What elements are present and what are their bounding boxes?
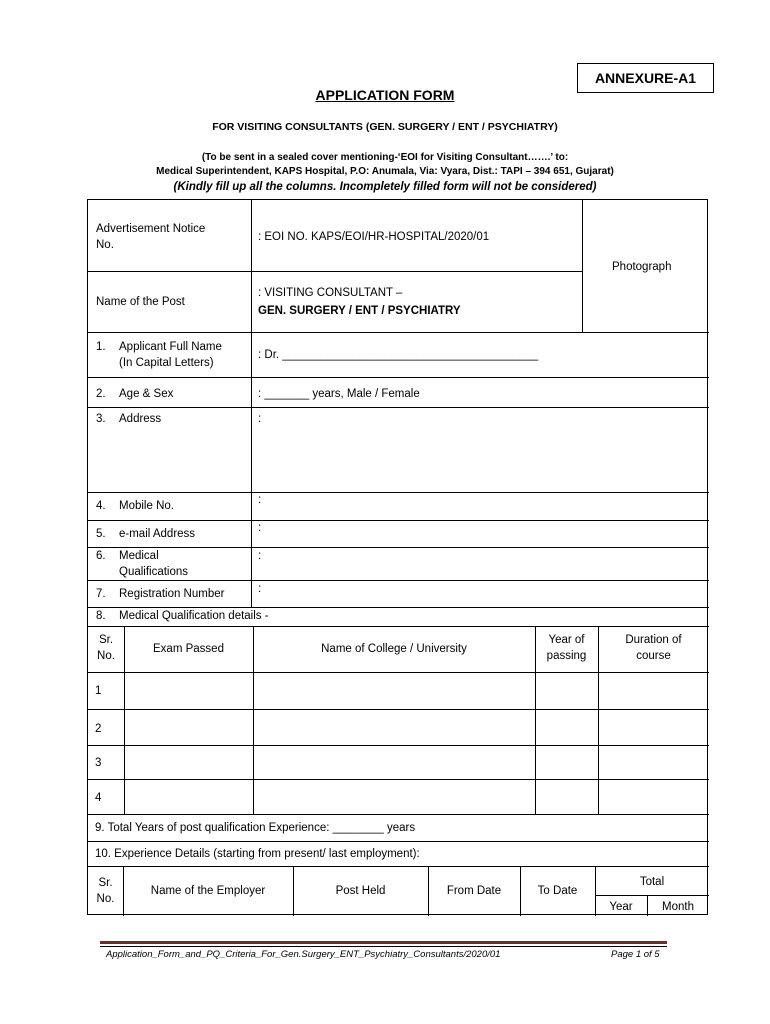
row-divider: [88, 492, 709, 493]
exp-header-sr-2: No.: [96, 893, 115, 905]
medqual-field[interactable]: :: [258, 550, 262, 562]
qual-row-number: 3: [95, 757, 102, 769]
qual-row-number: 2: [95, 723, 102, 735]
qual-header-sr-1: Sr.: [98, 634, 114, 646]
total-subdivider: [595, 895, 709, 896]
row-divider: [88, 672, 709, 673]
row-divider: [88, 745, 709, 746]
row-divider: [88, 332, 709, 333]
qual-header-duration-1: Duration of: [625, 634, 682, 646]
qual-row-number: 1: [95, 685, 102, 697]
row-divider: [88, 626, 709, 627]
reg-label: Registration Number: [119, 588, 225, 600]
exp-header-year: Year: [609, 901, 633, 913]
row-divider: [88, 709, 709, 710]
details-label: Medical Qualification details -: [119, 610, 269, 622]
row-divider: [88, 814, 709, 815]
row-divider: [88, 271, 582, 272]
post-value-1: : VISITING CONSULTANT –: [258, 287, 403, 299]
email-num: 5.: [96, 528, 106, 540]
medqual-label-2: Qualifications: [119, 566, 189, 578]
footer-rule-thin: [100, 946, 667, 947]
medqual-label-1: Medical: [119, 550, 159, 562]
exp-header-to: To Date: [537, 885, 578, 897]
col-divider: [251, 200, 252, 607]
name-label-1: Applicant Full Name: [119, 341, 222, 353]
details-num: 8.: [96, 610, 106, 622]
row-divider: [88, 377, 709, 378]
form-title-text: APPLICATION FORM: [315, 87, 455, 103]
row-divider: [88, 779, 709, 780]
age-sex-field[interactable]: : _______ years, Male / Female: [258, 388, 420, 400]
applicant-name-field[interactable]: : Dr. ________________________________________: [258, 349, 539, 361]
footer-document-name: Application_Form_and_PQ_Criteria_For_Gen.Surgery_ENT_Psychiatry_Consultants/2020/01: [106, 949, 501, 960]
address-num: 3.: [96, 413, 106, 425]
mobile-label: Mobile No.: [119, 500, 174, 512]
exp-header-total: Total: [639, 876, 665, 888]
address-field[interactable]: :: [258, 413, 262, 425]
qual-header-year-1: Year of: [548, 634, 585, 646]
footer-page-number: Page 1 of 5: [611, 949, 660, 960]
photo-divider: [582, 200, 583, 332]
exp-header-month: Month: [662, 901, 694, 913]
mobile-field[interactable]: :: [258, 494, 262, 506]
address-label: Address: [119, 413, 162, 425]
name-label-2: (In Capital Letters): [119, 357, 214, 369]
row-divider: [88, 841, 709, 842]
registration-field[interactable]: :: [258, 583, 262, 595]
medqual-num: 6.: [96, 550, 106, 562]
footer-rule-thick: [100, 941, 667, 944]
reg-num: 7.: [96, 588, 106, 600]
advert-value: : EOI NO. KAPS/EOI/HR-HOSPITAL/2020/01: [258, 231, 490, 243]
exp-header-employer: Name of the Employer: [150, 885, 266, 897]
annexure-label: ANNEXURE-A1: [577, 63, 714, 93]
qual-header-exam: Exam Passed: [153, 643, 224, 655]
qual-row-number: 4: [95, 792, 102, 804]
exp-header-from: From Date: [446, 885, 502, 897]
photograph-box[interactable]: Photograph: [612, 261, 672, 273]
mobile-num: 4.: [96, 500, 106, 512]
row-divider: [88, 520, 709, 521]
exp-header-post: Post Held: [335, 885, 386, 897]
post-value-2: GEN. SURGERY / ENT / PSYCHIATRY: [258, 305, 461, 317]
row-divider: [88, 866, 709, 867]
instruction-line-2: Medical Superintendent, KAPS Hospital, P.O: Anumala, Via: Vyara, Dist.: TAPI – 394 651, Gujarat): [156, 166, 614, 177]
post-label: Name of the Post: [96, 296, 185, 308]
age-label: Age & Sex: [119, 388, 174, 400]
name-num: 1.: [96, 341, 106, 353]
qual-header-duration-2: course: [636, 650, 671, 662]
exp-header-sr-1: Sr.: [98, 877, 113, 889]
instruction-line-3: (Kindly fill up all the columns. Incompletely filled form will not be considered): [173, 181, 597, 193]
qual-header-year-2: passing: [546, 650, 587, 662]
row-divider: [88, 580, 709, 581]
age-num: 2.: [96, 388, 106, 400]
advert-label-2: No.: [96, 239, 114, 251]
advert-label-1: Advertisement Notice: [96, 223, 206, 235]
row-divider: [88, 547, 709, 548]
application-form-table: [87, 199, 708, 915]
row-divider: [88, 407, 709, 408]
instruction-line-1: (To be sent in a sealed cover mentioning-‘EOI for Visiting Consultant…….’ to:: [201, 152, 569, 163]
experience-details-label: 10. Experience Details (starting from present/ last employment):: [95, 848, 420, 860]
email-field[interactable]: :: [258, 522, 262, 534]
email-label: e-mail Address: [119, 528, 196, 540]
qual-header-college: Name of College / University: [321, 643, 467, 655]
form-title: [0, 87, 770, 103]
total-experience-field[interactable]: 9. Total Years of post qualification Experience: ________ years: [95, 822, 416, 834]
form-subtitle: FOR VISITING CONSULTANTS (GEN. SURGERY / ENT / PSYCHIATRY): [212, 121, 558, 133]
qual-header-sr-2: No.: [97, 650, 115, 662]
